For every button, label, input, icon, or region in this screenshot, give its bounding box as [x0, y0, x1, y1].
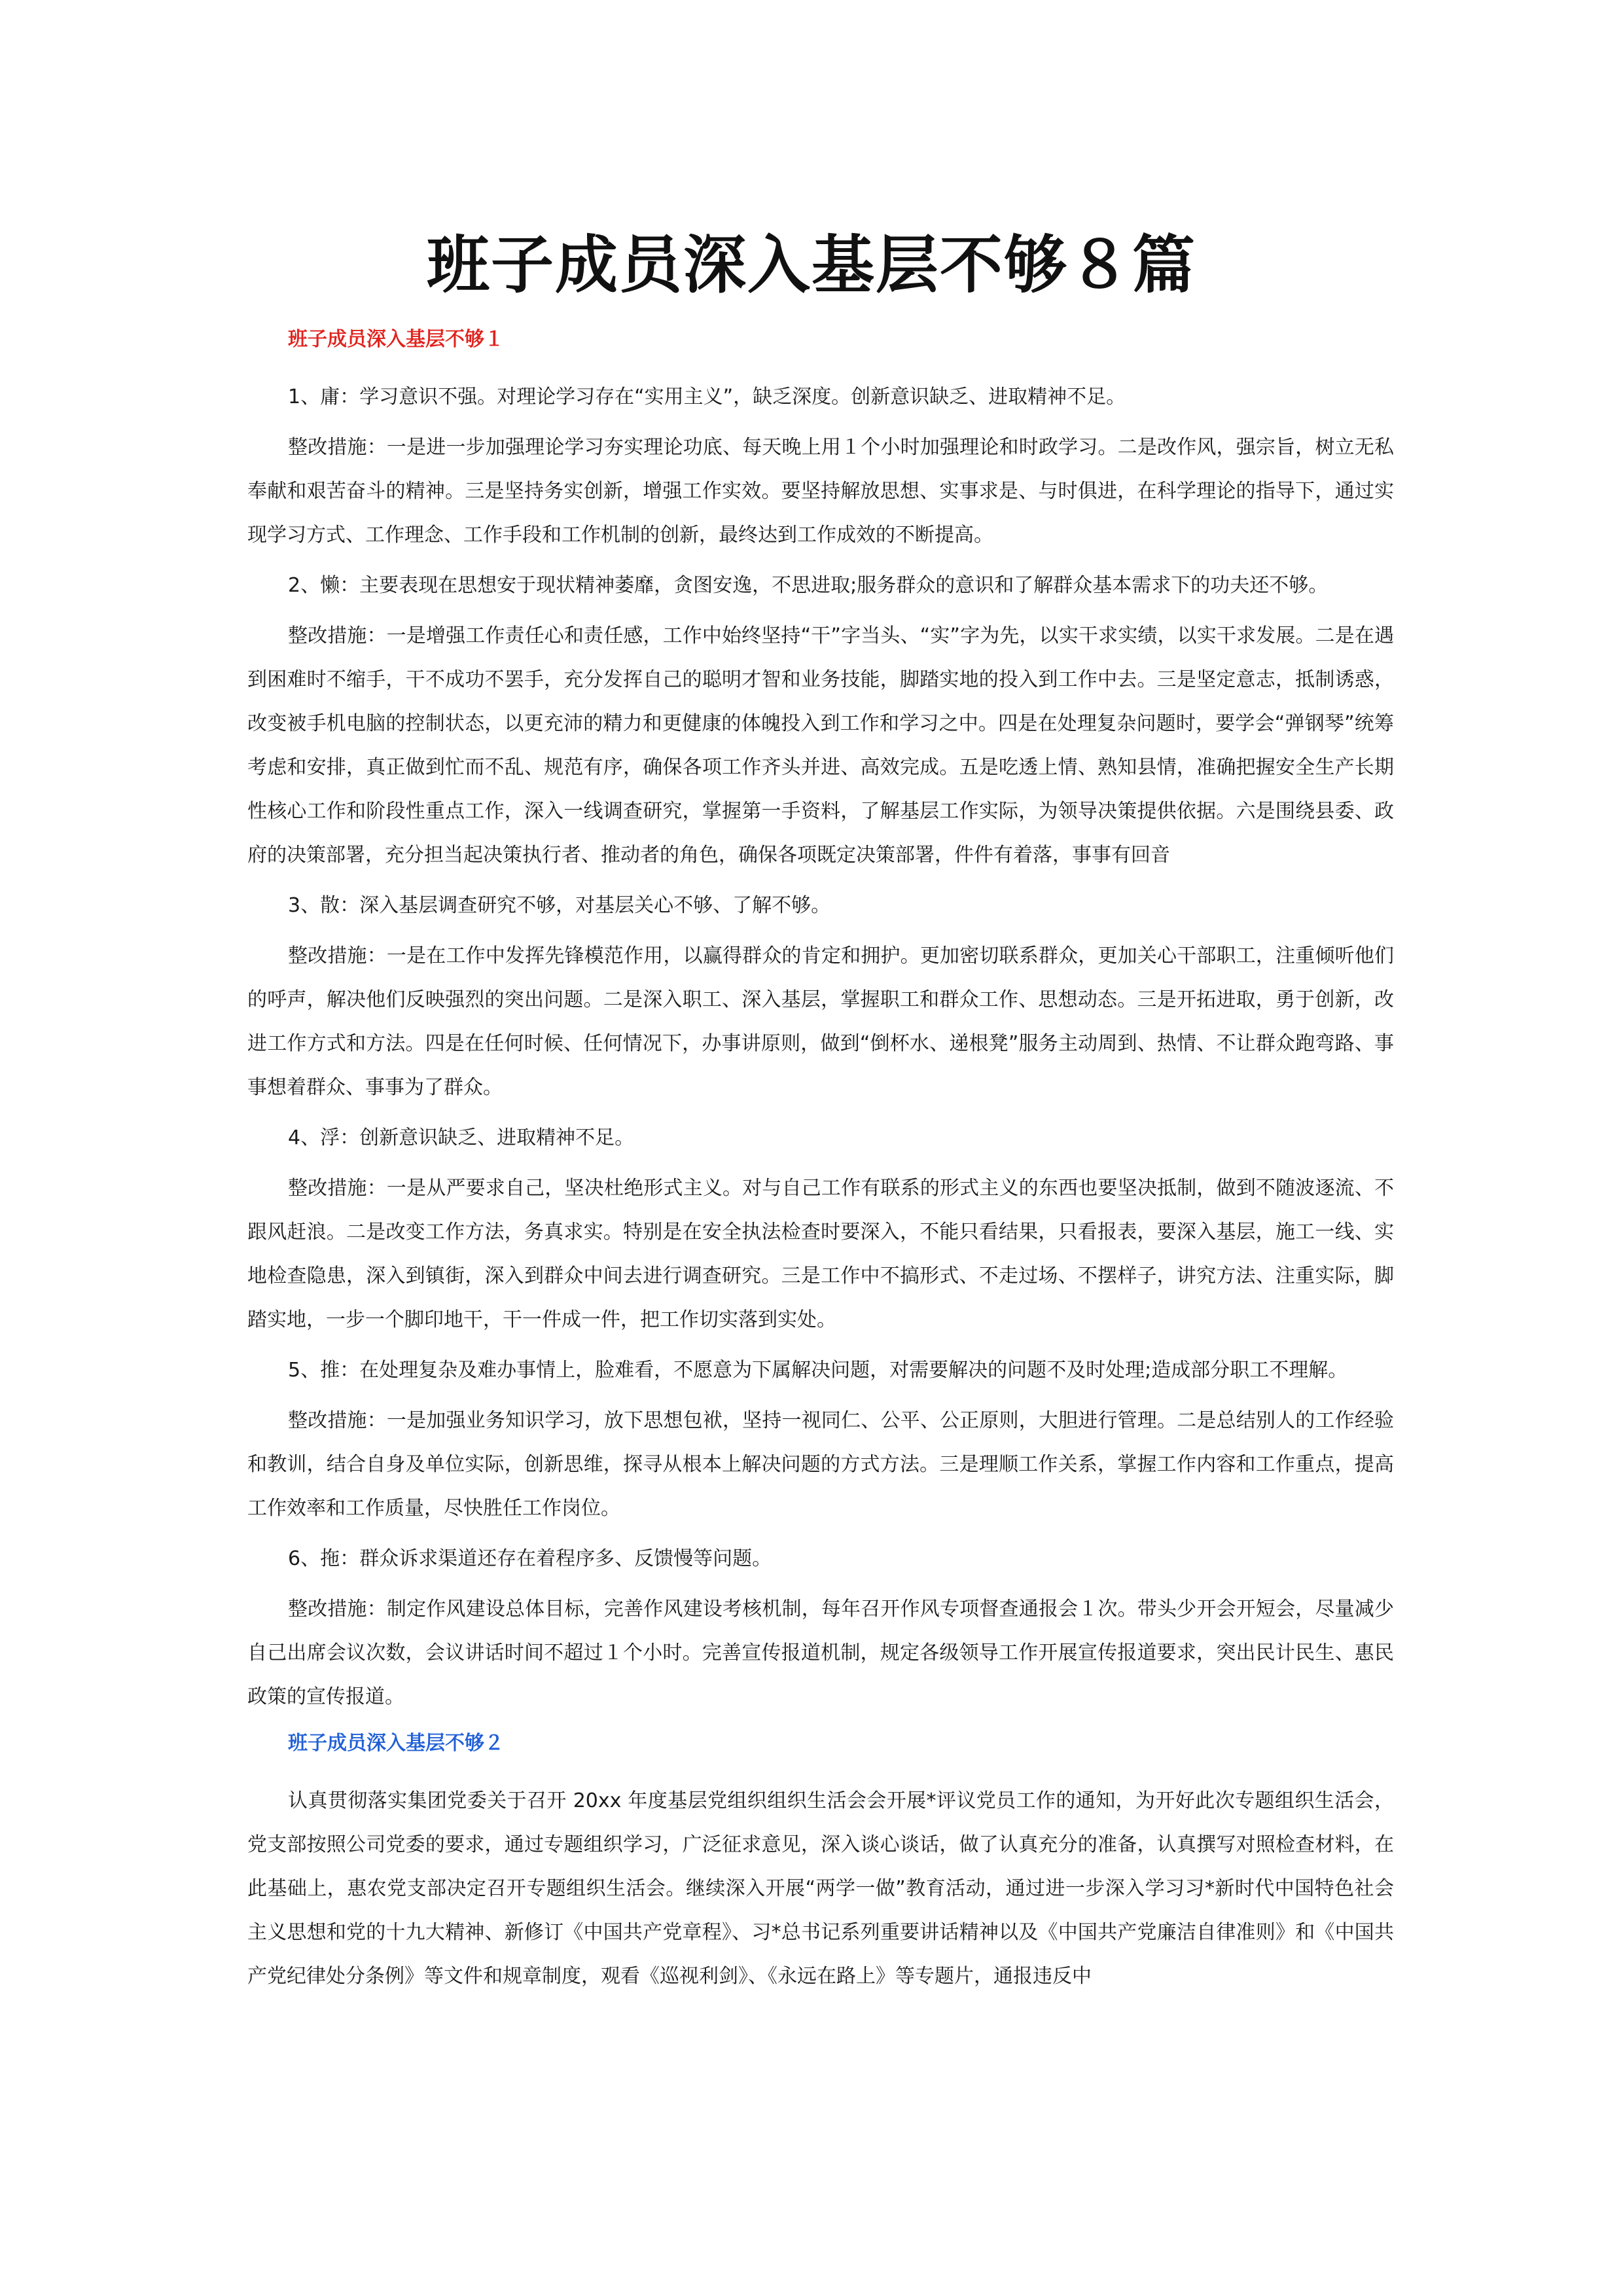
paragraph: 1、庸：学习意识不强。对理论学习存在“实用主义”，缺乏深度。创新意识缺乏、进取精神不足。: [288, 386, 1126, 408]
paragraph: 整改措施：一是进一步加强理论学习夯实理论功底、每天晚上用１个小时加强理论和时政学习。二是改作风，强宗旨，树立无私奉献和艰苦奋斗的精神。三是坚持务实创新，增强工作实效。要坚持解放思想、实事求是、与时俱进，在科学理论的指导下，通过实现学习方式、工作理念、工作手段和工作机制的创新，最终达到工作成效的不断提高。: [247, 436, 1394, 547]
paragraph: 整改措施：制定作风建设总体目标，完善作风建设考核机制，每年召开作风专项督查通报会１次。带头少开会开短会，尽量减少自己出席会议次数，会议讲话时间不超过１个小时。完善宣传报道机制，规定各级领导工作开展宣传报道要求，突出民计民生、惠民政策的宣传报道。: [247, 1598, 1394, 1708]
paragraph: 认真贯彻落实集团党委关于召开 20xx 年度基层党组织组织生活会会开展*评议党员工作的通知，为开好此次专题组织生活会，党支部按照公司党委的要求，通过专题组织学习，广泛征求意见，深入谈心谈话，做了认真充分的准备，认真撰写对照检查材料，在此基础上，惠农党支部决定召开专题组织生活会。继续深入开展“两学一做”教育活动，通过进一步深入学习习*新时代中国特色社会主义思想和党的十九大精神、新修订《中国共产党章程》、习*总书记系列重要讲话精神以及《中国共产党廉洁自律准则》和《中国共产党纪律处分条例》等文件和规章制度，观看《巡视利剑》、《永远在路上》等专题片，通报违反中: [247, 1789, 1394, 1988]
section-heading: 班子成员深入基层不够１: [288, 328, 504, 351]
document-body: [247, 324, 1394, 2005]
paragraph: 5、推：在处理复杂及难办事情上，脸难看，不愿意为下属解决问题，对需要解决的问题不及时处理;造成部分职工不理解。: [288, 1359, 1348, 1382]
paragraph: 整改措施：一是在工作中发挥先锋模范作用，以赢得群众的肯定和拥护。更加密切联系群众，更加关心干部职工，注重倾听他们的呼声，解决他们反映强烈的突出问题。二是深入职工、深入基层，掌握职工和群众工作、思想动态。三是开拓进取，勇于创新，改进工作方式和方法。四是在任何时候、任何情况下，办事讲原则，做到“倒杯水、递根凳”服务主动周到、热情、不让群众跑弯路、事事想着群众、事事为了群众。: [247, 944, 1394, 1099]
paragraph: 4、浮：创新意识缺乏、进取精神不足。: [288, 1126, 635, 1149]
document-title: 班子成员深入基层不够８篇: [427, 228, 1196, 302]
paragraph: 整改措施：一是从严要求自己，坚决杜绝形式主义。对与自己工作有联系的形式主义的东西也要坚决抵制，做到不随波逐流、不跟风赶浪。二是改变工作方法，务真求实。特别是在安全执法检查时要深入，不能只看结果，只看报表，要深入基层，施工一线、实地检查隐患，深入到镇街，深入到群众中间去进行调查研究。三是工作中不搞形式、不走过场、不摆样子，讲究方法、注重实际，脚踏实地，一步一个脚印地干，干一件成一件，把工作切实落到实处。: [247, 1177, 1394, 1331]
paragraph: 2、懒：主要表现在思想安于现状精神萎靡，贪图安逸，不思进取;服务群众的意识和了解群众基本需求下的功夫还不够。: [288, 574, 1329, 597]
paragraph: 3、散：深入基层调查研究不够，对基层关心不够、了解不够。: [288, 894, 831, 917]
section-heading: 班子成员深入基层不够２: [288, 1732, 504, 1755]
paragraph: 6、拖：群众诉求渠道还存在着程序多、反馈慢等问题。: [288, 1547, 772, 1570]
paragraph: 整改措施：一是增强工作责任心和责任感，工作中始终坚持“干”字当头、“实”字为先，以实干求实绩，以实干求发展。二是在遇到困难时不缩手，干不成功不罢手，充分发挥自己的聪明才智和业务技能，脚踏实地的投入到工作中去。三是坚定意志，抵制诱惑，改变被手机电脑的控制状态，以更充沛的精力和更健康的体魄投入到工作和学习之中。四是在处理复杂问题时，要学会“弹钢琴”统筹考虑和安排，真正做到忙而不乱、规范有序，确保各项工作齐头并进、高效完成。五是吃透上情、熟知县情，准确把握安全生产长期性核心工作和阶段性重点工作，深入一线调查研究，掌握第一手资料，了解基层工作实际，为领导决策提供依据。六是围绕县委、政府的决策部署，充分担当起决策执行者、推动者的角色，确保各项既定决策部署，件件有着落，事事有回音: [247, 624, 1394, 867]
section-2: [247, 1728, 1394, 1998]
section-1: [247, 324, 1394, 1719]
paragraph: 整改措施：一是加强业务知识学习，放下思想包袱，坚持一视同仁、公平、公正原则，大胆进行管理。二是总结别人的工作经验和教训，结合自身及单位实际，创新思维，探寻从根本上解决问题的方式方法。三是理顺工作关系，掌握工作内容和工作重点，提高工作效率和工作质量，尽快胜任工作岗位。: [247, 1409, 1394, 1520]
